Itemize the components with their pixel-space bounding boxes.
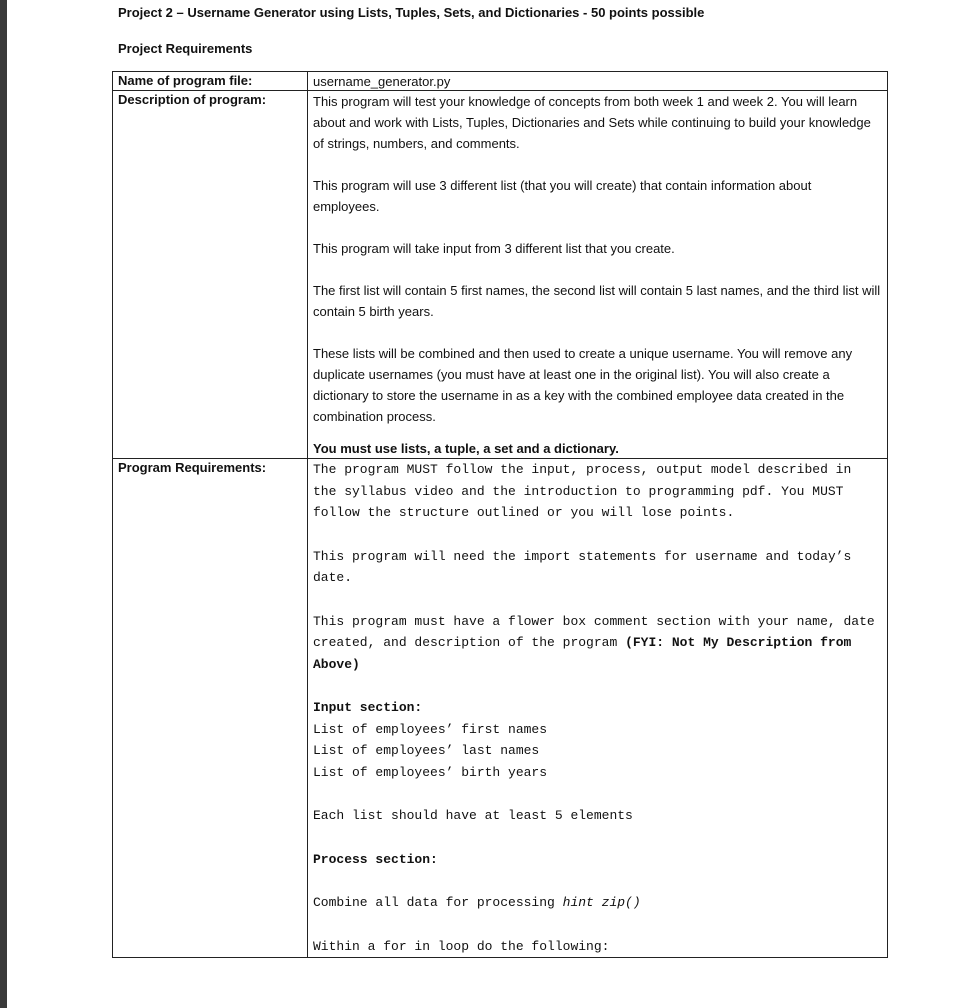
description-paragraph: This program will test your knowledge of concepts from both week 1 and week 2. You will learn about and work with Lists, Tuples, Dictionaries and Sets while continuing to build your knowledge of strings, numbers, and comments.: [313, 94, 871, 151]
requirements-paragraph: The program MUST follow the input, process, output model described in the syllabus video and the introduction to programming pdf. You MUST follow the structure outlined or you will lose points.: [313, 462, 852, 520]
description-label: Description of program:: [113, 91, 308, 459]
program-file-name: username_generator.py: [308, 72, 888, 91]
combine-instruction: [313, 892, 881, 914]
section-heading: Project Requirements: [118, 41, 253, 56]
combine-hint: hint zip(): [562, 895, 641, 910]
table-row: [113, 91, 888, 459]
description-paragraph: This program will take input from 3 different list that you create.: [313, 241, 675, 256]
name-label: Name of program file:: [113, 72, 308, 91]
input-item: List of employees’ birth years: [313, 764, 548, 780]
input-item: List of employees’ first names: [313, 721, 548, 737]
process-heading-text: Process section:: [313, 851, 438, 867]
table-row: [113, 459, 888, 958]
table-row: [113, 72, 888, 91]
process-heading: [313, 849, 881, 871]
flowerbox-text: This program must have a flower box comment section with your name, date created, and description of the program: [313, 613, 875, 650]
description-paragraph: These lists will be combined and then used to create a unique username. You will remove any duplicate usernames (you must have at least one in the original list). You will also create a dictionary to store the username in as a key with the combined employee data created in the combination process.: [313, 346, 853, 424]
requirements-paragraph: [313, 611, 881, 676]
fyi-note: (FYI: Not My Description from Above): [313, 635, 852, 672]
loop-instruction: Within a for in loop do the following:: [313, 938, 610, 954]
document-title: Project 2 – Username Generator using Lists, Tuples, Sets, and Dictionaries - 50 points possible: [118, 5, 705, 20]
requirements-cell: [308, 459, 888, 958]
left-window-edge: [0, 0, 7, 1008]
input-item: List of employees’ last names: [313, 743, 540, 758]
must-use-note: You must use lists, a tuple, a set and a dictionary.: [313, 441, 619, 456]
requirements-paragraph: This program will need the import statements for username and today’s date.: [313, 548, 852, 585]
requirements-table: [112, 71, 888, 958]
description-paragraph: The first list will contain 5 first names, the second list will contain 5 last names, and the third list will contain 5 birth years.: [313, 283, 881, 319]
input-note: Each list should have at least 5 elements: [313, 808, 633, 823]
combine-text: Combine all data for processing: [313, 895, 563, 910]
input-heading-text: Input section:: [313, 700, 423, 715]
description-cell: [308, 91, 888, 459]
requirements-label: Program Requirements:: [113, 459, 308, 958]
description-paragraph: This program will use 3 different list (that you will create) that contain information about employees.: [313, 178, 812, 214]
input-heading: [313, 697, 881, 719]
